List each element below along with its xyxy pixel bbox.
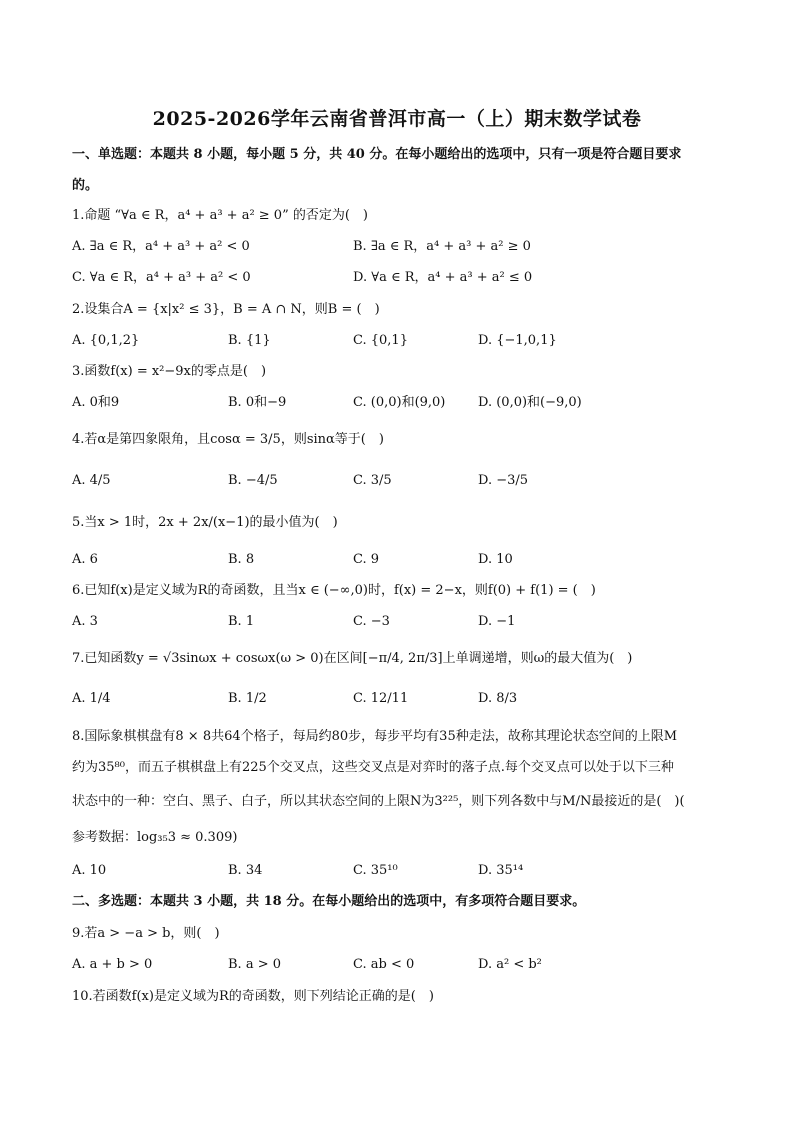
- question-6-option-c: C. −3: [353, 614, 390, 629]
- question-3-option-d: D. (0,0)和(−9,0): [478, 395, 582, 410]
- question-5-option-b: B. 8: [228, 552, 255, 567]
- question-2-option-c: C. {0,1}: [353, 333, 408, 348]
- question-4-stem: 4.若α是第四象限角，且cosα = 3/5，则sinα等于( ): [72, 432, 384, 447]
- question-1-option-d: D. ∀a ∈ R，a⁴ + a³ + a² ≤ 0: [353, 270, 533, 285]
- question-1-stem: 1.命题 “∀a ∈ R，a⁴ + a³ + a² ≥ 0” 的否定为( ): [72, 208, 369, 223]
- section1-heading-cont: 的。: [72, 178, 99, 193]
- question-8-option-b: B. 34: [228, 863, 263, 878]
- question-9-option-c: C. ab < 0: [353, 957, 415, 972]
- question-7-option-a: A. 1/4: [72, 691, 111, 706]
- page-title: 2025-2026学年云南省普洱市高一（上）期末数学试卷: [152, 108, 642, 130]
- question-6-option-a: A. 3: [72, 614, 98, 629]
- question-3-option-b: B. 0和−9: [228, 395, 287, 410]
- question-4-option-c: C. 3/5: [353, 473, 392, 488]
- question-6-option-b: B. 1: [228, 614, 255, 629]
- section2-heading: 二、多选题：本题共 3 小题，共 18 分。在每小题给出的选项中，有多项符合题目要求。: [72, 894, 586, 909]
- question-2-option-a: A. {0,1,2}: [72, 333, 140, 348]
- question-7-option-d: D. 8/3: [478, 691, 518, 706]
- question-9-stem: 9.若a > −a > b，则( ): [72, 926, 220, 941]
- question-8-option-a: A. 10: [72, 863, 107, 878]
- question-7-stem: 7.已知函数y = √3sinωx + cosωx(ω > 0)在区间[−π/4, 2π/3]上单调递增，则ω的最大值为( ): [72, 651, 633, 666]
- question-5-option-d: D. 10: [478, 552, 513, 567]
- question-6-option-d: D. −1: [478, 614, 516, 629]
- question-4-option-b: B. −4/5: [228, 473, 278, 488]
- question-6-stem: 6.已知f(x)是定义域为R的奇函数，且当x ∈ (−∞,0)时，f(x) = 2−x，则f(0) + f(1) = ( ): [72, 583, 596, 598]
- question-1-option-a: A. ∃a ∈ R，a⁴ + a³ + a² < 0: [72, 239, 250, 254]
- question-9-option-b: B. a > 0: [228, 957, 281, 972]
- question-4-option-a: A. 4/5: [72, 473, 111, 488]
- question-10-stem: 10.若函数f(x)是定义域为R的奇函数，则下列结论正确的是( ): [72, 989, 434, 1004]
- question-3-option-c: C. (0,0)和(9,0): [353, 395, 446, 410]
- question-9-option-d: D. a² < b²: [478, 957, 542, 972]
- question-1-option-c: C. ∀a ∈ R，a⁴ + a³ + a² < 0: [72, 270, 251, 285]
- question-8-stem-line1: 8.国际象棋棋盘有8 × 8共64个格子，每局约80步，每步平均有35种走法，故称其理论状态空间的上限M: [72, 729, 678, 744]
- question-5-option-c: C. 9: [353, 552, 380, 567]
- question-8-option-c: C. 35¹⁰: [353, 863, 398, 878]
- question-7-option-c: C. 12/11: [353, 691, 409, 706]
- question-3-option-a: A. 0和9: [72, 395, 120, 410]
- question-8-option-d: D. 35¹⁴: [478, 863, 524, 878]
- question-2-option-b: B. {1}: [228, 333, 271, 348]
- question-1-option-b: B. ∃a ∈ R，a⁴ + a³ + a² ≥ 0: [353, 239, 531, 254]
- question-4-option-d: D. −3/5: [478, 473, 529, 488]
- question-8-stem-line2: 约为35⁸⁰，而五子棋棋盘上有225个交叉点，这些交叉点是对弈时的落子点.每个交叉点可以处于以下三种: [72, 760, 674, 775]
- question-3-stem: 3.函数f(x) = x²−9x的零点是( ): [72, 364, 267, 379]
- question-8-stem-line3: 状态中的一种：空白、黑子、白子，所以其状态空间的上限N为3²²⁵，则下列各数中与M/N最接近的是( )(: [72, 794, 685, 809]
- question-2-stem: 2.设集合A = {x|x² ≤ 3}，B = A ∩ N，则B = ( ): [72, 302, 380, 317]
- question-5-option-a: A. 6: [72, 552, 98, 567]
- question-5-stem: 5.当x > 1时，2x + 2x/(x−1)的最小值为( ): [72, 515, 338, 530]
- question-7-option-b: B. 1/2: [228, 691, 267, 706]
- question-2-option-d: D. {−1,0,1}: [478, 333, 557, 348]
- section1-heading: 一、单选题：本题共 8 小题，每小题 5 分，共 40 分。在每小题给出的选项中，只有一项是符合题目要求: [72, 147, 682, 162]
- question-8-reference-data: 参考数据：log₃₅3 ≈ 0.309): [72, 830, 238, 845]
- question-9-option-a: A. a + b > 0: [72, 957, 153, 972]
